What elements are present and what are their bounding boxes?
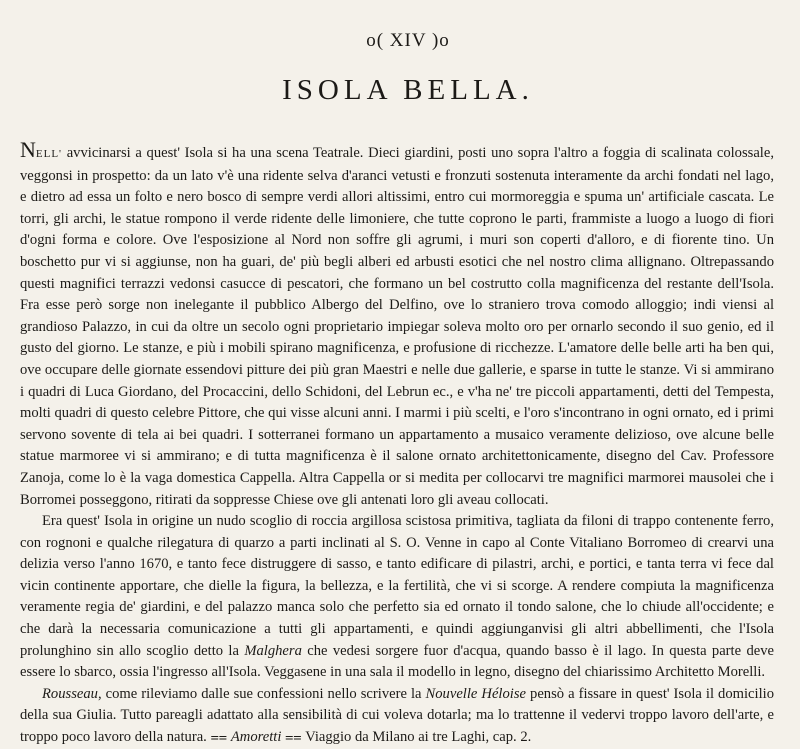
paragraph-2-text-before: Era quest' Isola in origine un nudo scoglio di roccia argillosa scistosa primitiva, tagliata da filoni di trappo contenente ferro, con rognoni e qualche rilegatura di quarzo a parti inclinati al S. O. Venne in capo al Conte Vitaliano Borromeo di crearvi una delizia verso l'anno 1670, e tanto fece distruggere di sasso, e tanto edificare di pilastri, archi, e portici, e tanta terra vi fece dal vicin continente apportare, che dielle la figura, la bellezza, e la fertilità, che vi si scorge. A rendere compiuta la magnificenza veramente regia de' giardini, e del palazzo manca solo che perfetto sia ed ornato il tondo salone, che lo chiude all'occidente; e che darà la necessaria comunicazione a tutti gli appartamenti, e quindi aggiunganvisi gli altri abbellimenti, che l'Isola prolunghino sin allo scoglio detto la [20, 513, 774, 659]
paragraph-3-text-rest: pensò a fissare in quest' Isola il domicilio della sua Giulia. Tutto pareagli adattato alla sensibilità di cui voleva dotarla; ma lo trattenne il vedervi troppo lavoro dell'arte, e troppo poco lavoro della natura. ⩵ [20, 685, 774, 746]
drop-capital: N [20, 137, 36, 162]
paragraph-2 [20, 511, 774, 684]
paragraph-3-text-mid: , come rileviamo dalle sue confessioni nello scrivere la [97, 685, 426, 702]
paragraph-1-text: avvicinarsi a quest' Isola si ha una scena Teatrale. Dieci giardini, posti uno sopra l'altro a foggia di scalinata colossale, veggonsi in prospetto: da un lato v'è una ridente selva d'aranci vetusti e fronzuti sostenuta interamente da archi fondati nel lago, e dietro ad essa un folto e nero bosco di sempre verdi allori altissimi, entro cui mormoreggia e spuma un' artificiale cascata. Le torri, gli archi, le statue rompono il verde ridente delle limoniere, che tutte coprono le parti, frammiste a luogo a luogo di fiori d'ogni forma e colore. Ove l'esposizione al Nord non soffre gli agrumi, i muri son coperti d'alloro, e di fiorente tino. Un boschetto pur vi si aggiunse, non ha guari, de' più begli alberi ed arbusti esotici che nel nostro clima allignano. Oltrepassando questi magnifici terrazzi vedonsi casucce di pescatori, che formano un bel costrutto colla magnificenza del restante dell'Isola. Fra esse però sorge non inelegante il pubblico Albergo del Delfino, ove lo straniero trova comodo alloggio; indi viensi al grandioso Palazzo, in cui da oltre un secolo ogni proprietario impiegar soleva molto oro per ornarlo secondo il suo genio, ed il gusto del giorno. Le stanze, e più i mobili spirano magnificenza, e profusione di ricchezze. L'amatore delle belle arti ha ben qui, ove occupare delle giornate essendovi pitture dei più gran Maestri e nelle due gallerie, e sparse in tutte le stanze. Vi si ammirano i quadri di Luca Giordano, del Procaccini, dello Schidoni, del Lebrun ec., e v'ha ne' tre piccoli appartamenti, detti del Tempesta, molti quadri di questo celebre Pittore, che qui visse alcuni anni. I marmi i più scelti, e l'oro s'incontrano in ogni ornato, ed i primi servono sovente di tela ai bei quadri. I sotterranei formano un appartamento a musaico veramente delizioso, ove alcune belle statue marmoree vi si ammirano; e di tutta magnificenza è il salone ornato architettonicamente, disegno del Cav. Professore Zanoja, come lo è la vaga domestica Cappella. Altra Cappella or si medita per collocarvi tre magnifici marmorei mausolei che i Borromei posseggono, ritirati da soppresse Chiese ove gli antenati loro gli aveau collocati. [20, 145, 774, 508]
paragraph-2-text-after: che vedesi sorgere fuor d'acqua, quando basso è il lago. In questa parte deve essere lo sbarco, ossia l'ingresso all'Isola. Veggasene in una sala il modello in legno, disegno del chiarissimo Architetto Morelli. [20, 642, 774, 681]
paragraph-3-text-end: ⩵ Viaggio da Milano ai tre Laghi, cap. 2. [281, 729, 532, 746]
place-name-malghera: Malghera [244, 642, 302, 659]
work-title: Nouvelle Héloise [425, 685, 526, 702]
small-caps-word: ELL' [35, 148, 63, 160]
paragraph-3 [20, 684, 774, 749]
page-title: ISOLA BELLA. [282, 74, 534, 106]
source-author: Amoretti [230, 729, 282, 746]
page-number: o( XIV )o [366, 30, 450, 51]
author-name-rousseau: Rousseau [42, 685, 98, 702]
paragraph-1 [20, 137, 774, 511]
